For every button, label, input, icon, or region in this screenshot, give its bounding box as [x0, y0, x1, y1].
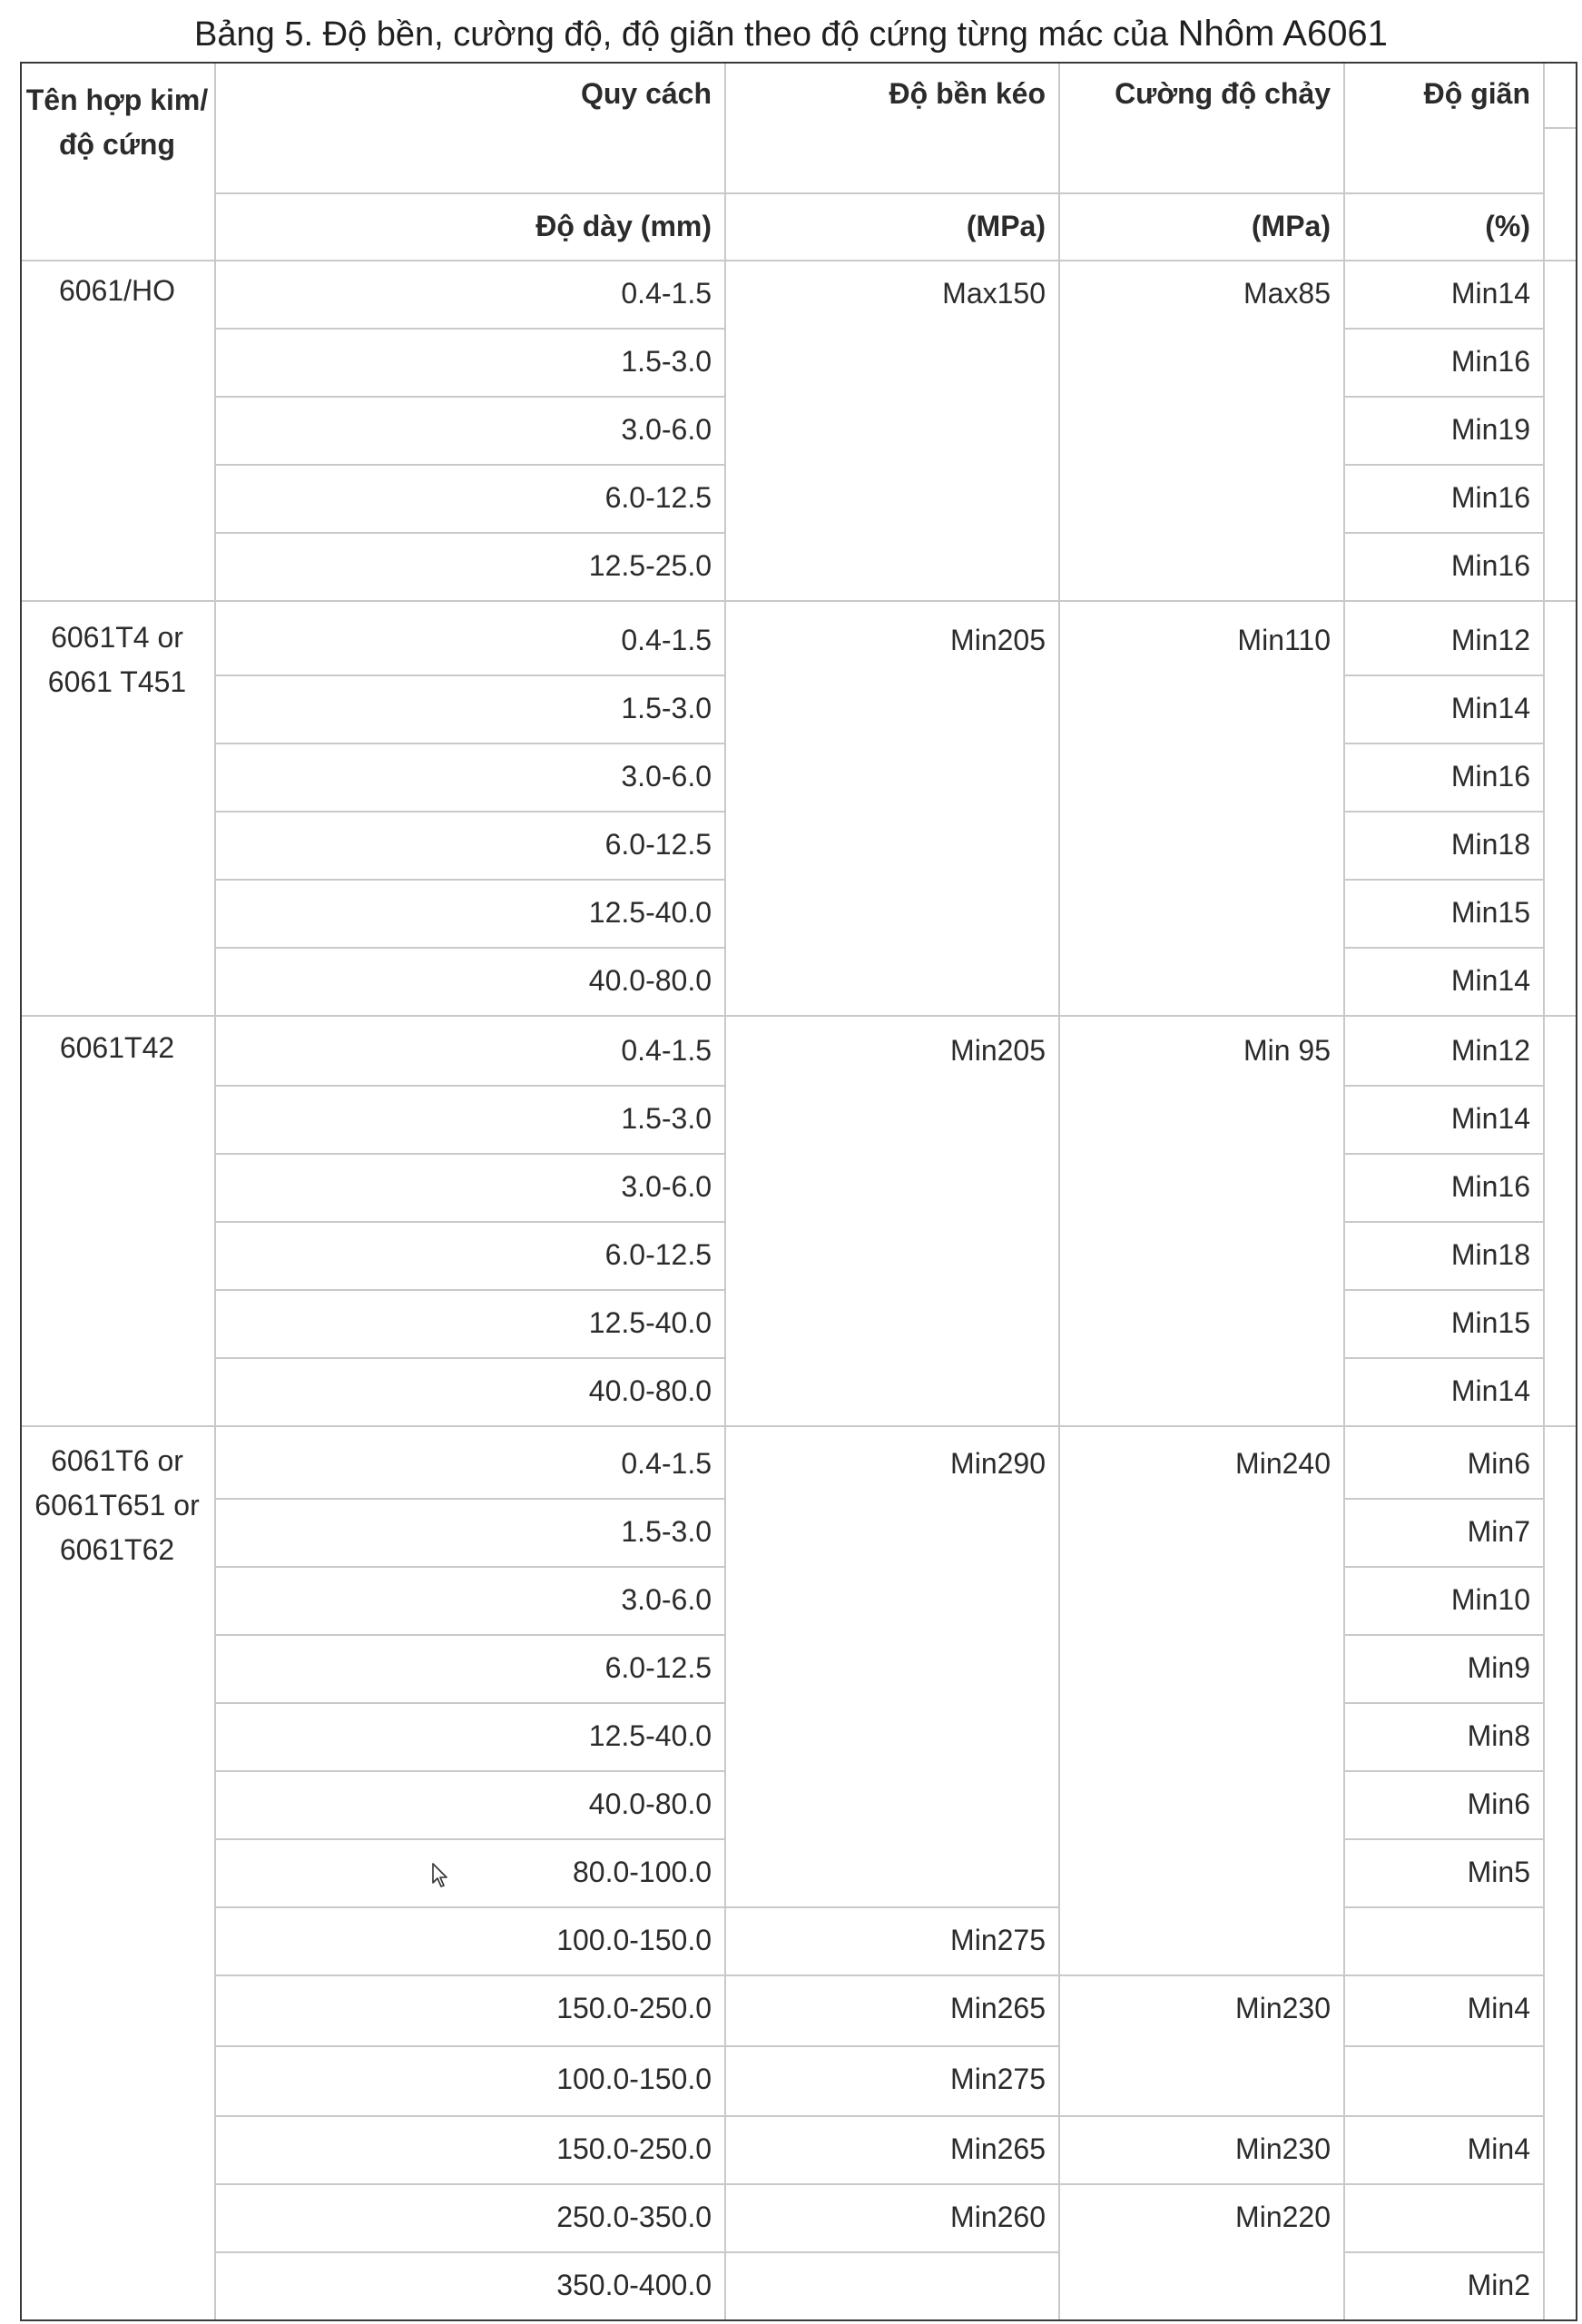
- table-frame-left: [20, 62, 22, 2321]
- elongation-cell: Min4: [1467, 1992, 1530, 2024]
- thickness-cell: 1.5-3.0: [621, 1102, 712, 1135]
- row-divider: [1058, 2115, 1343, 2117]
- yield-cell: [1058, 339, 1343, 384]
- row-divider: [1343, 328, 1543, 330]
- column-line: [1058, 62, 1060, 2321]
- yield-cell: [1058, 2056, 1343, 2102]
- row-divider: [214, 464, 724, 466]
- row-divider: [1343, 1634, 1543, 1636]
- row-divider: [214, 1974, 724, 1976]
- row-divider: [724, 2045, 1058, 2047]
- tensile-cell: Min260: [950, 2201, 1046, 2233]
- table-frame-right: [1576, 62, 1577, 2321]
- elongation-cell: Min6: [1467, 1447, 1530, 1480]
- table-frame-top: [20, 62, 1577, 64]
- thickness-cell: 350.0-400.0: [556, 2269, 712, 2301]
- caption-material: Nhôm A6061: [1177, 14, 1388, 54]
- row-divider: [1343, 396, 1543, 398]
- thickness-cell: 1.5-3.0: [621, 345, 712, 378]
- row-divider: [1343, 1906, 1543, 1908]
- row-divider: [214, 1357, 724, 1359]
- alloy-name: 6061T42: [59, 1031, 175, 1064]
- yield-cell: [1058, 1713, 1343, 1758]
- thickness-cell: 40.0-80.0: [588, 1787, 712, 1820]
- tensile-cell: Min275: [950, 1924, 1046, 1956]
- header-yield-unit: (MPa): [1251, 210, 1331, 242]
- yield-cell: [1058, 407, 1343, 452]
- tensile-cell: Min205: [950, 624, 1046, 656]
- thickness-cell: 12.5-40.0: [588, 896, 712, 929]
- header-elongation-unit: (%): [1485, 210, 1530, 242]
- column-line: [724, 62, 726, 2321]
- row-divider: [214, 328, 724, 330]
- row-divider: [1343, 1498, 1543, 1500]
- tensile-cell: [724, 685, 1058, 731]
- row-divider: [214, 1153, 724, 1155]
- tensile-cell: Max150: [942, 277, 1046, 310]
- yield-cell: Min240: [1235, 1447, 1331, 1480]
- header-yield: Cường độ chảy: [1115, 77, 1331, 110]
- thickness-cell: 80.0-100.0: [572, 1856, 712, 1888]
- elongation-cell: Min4: [1467, 2132, 1530, 2165]
- yield-cell: Min220: [1235, 2201, 1331, 2233]
- row-divider: [724, 1974, 1058, 1976]
- elongation-cell: Min14: [1450, 692, 1530, 724]
- header-tensile-unit: (MPa): [966, 210, 1046, 242]
- thickness-cell: 250.0-350.0: [556, 2201, 712, 2233]
- yield-cell: [1058, 1164, 1343, 1209]
- elongation-cell: Min6: [1467, 1787, 1530, 1820]
- elongation-cell: Min12: [1450, 624, 1530, 656]
- row-divider: [214, 675, 724, 676]
- tensile-cell: Min265: [950, 1992, 1046, 2024]
- yield-cell: [1058, 1368, 1343, 1413]
- tensile-cell: [724, 958, 1058, 1003]
- elongation-cell: Min16: [1450, 549, 1530, 582]
- yield-cell: [1058, 1917, 1343, 1963]
- elongation-cell: Min2: [1467, 2269, 1530, 2301]
- yield-cell: [1058, 543, 1343, 588]
- row-divider: [214, 811, 724, 812]
- row-divider: [1343, 879, 1543, 881]
- tensile-cell: [724, 753, 1058, 799]
- elongation-cell: Min16: [1450, 760, 1530, 793]
- yield-cell: [1058, 1849, 1343, 1895]
- yield-cell: [1058, 1577, 1343, 1622]
- row-divider: [1343, 811, 1543, 812]
- elongation-cell: Min16: [1450, 1170, 1530, 1203]
- thickness-cell: 3.0-6.0: [621, 1583, 712, 1616]
- header-thickness: Độ dày (mm): [536, 210, 712, 242]
- tensile-cell: [724, 1232, 1058, 1277]
- row-divider: [214, 2045, 724, 2047]
- thickness-cell: 1.5-3.0: [621, 1515, 712, 1548]
- tensile-cell: [724, 822, 1058, 867]
- row-divider: [214, 947, 724, 949]
- tensile-cell: [724, 543, 1058, 588]
- thickness-cell: 12.5-40.0: [588, 1719, 712, 1752]
- elongation-cell: Min14: [1450, 1374, 1530, 1407]
- row-divider: [1343, 1770, 1543, 1772]
- thickness-cell: 3.0-6.0: [621, 413, 712, 446]
- row-divider: [214, 532, 724, 534]
- column-line: [214, 62, 216, 2321]
- yield-cell: Min110: [1237, 624, 1331, 656]
- tensile-cell: [724, 1509, 1058, 1554]
- column-line: [1343, 62, 1345, 2321]
- elongation-cell: Min14: [1450, 1102, 1530, 1135]
- thickness-cell: 40.0-80.0: [588, 964, 712, 997]
- elongation-cell: Min10: [1450, 1583, 1530, 1616]
- row-divider: [214, 1498, 724, 1500]
- tensile-cell: Min290: [950, 1447, 1046, 1480]
- yield-cell: Min230: [1235, 1992, 1331, 2024]
- thickness-cell: 6.0-12.5: [604, 828, 712, 861]
- elongation-cell: Min16: [1450, 345, 1530, 378]
- yield-cell: [1058, 822, 1343, 867]
- elongation-cell: Min8: [1467, 1719, 1530, 1752]
- row-divider: [1343, 2183, 1543, 2185]
- row-divider: [1343, 2045, 1543, 2047]
- row-divider: [214, 2251, 724, 2253]
- tensile-cell: [724, 890, 1058, 935]
- tensile-cell: Min265: [950, 2132, 1046, 2165]
- header-tensile: Độ bền kéo: [889, 77, 1046, 110]
- thickness-cell: 150.0-250.0: [556, 2132, 712, 2165]
- alloy-name: 6061/HO: [58, 274, 176, 307]
- row-divider: [724, 2251, 1058, 2253]
- yield-cell: [1058, 1509, 1343, 1554]
- row-divider: [1343, 1085, 1543, 1087]
- row-divider: [724, 2183, 1058, 2185]
- tensile-cell: [724, 1300, 1058, 1345]
- yield-cell: [1058, 890, 1343, 935]
- yield-cell: [1058, 685, 1343, 731]
- extra-col-line: [1543, 127, 1577, 129]
- elongation-cell: Min18: [1450, 1238, 1530, 1271]
- thickness-cell: 12.5-40.0: [588, 1306, 712, 1339]
- thickness-cell: 100.0-150.0: [556, 2063, 712, 2095]
- elongation-cell: Min14: [1450, 964, 1530, 997]
- elongation-cell: Min5: [1467, 1856, 1530, 1888]
- thickness-cell: 1.5-3.0: [621, 692, 712, 724]
- yield-cell: [1058, 958, 1343, 1003]
- row-divider: [1343, 2251, 1543, 2253]
- tensile-cell: [724, 2262, 1058, 2308]
- tensile-cell: [724, 407, 1058, 452]
- header-alloy: Tên hợp kim/độ cứng: [25, 84, 209, 161]
- yield-cell: [1058, 1781, 1343, 1827]
- table-frame-bottom: [20, 2319, 1577, 2321]
- row-divider: [214, 1702, 724, 1704]
- row-divider: [1343, 1838, 1543, 1840]
- tensile-cell: [724, 1368, 1058, 1413]
- yield-cell: [1058, 1096, 1343, 1141]
- row-divider: [1343, 1289, 1543, 1291]
- yield-cell: [1058, 475, 1343, 520]
- row-divider: [214, 1566, 724, 1568]
- row-divider: [214, 2115, 724, 2117]
- alloy-name: 6061T6 or 6061T651 or 6061T62: [34, 1444, 200, 1566]
- row-divider: [1343, 532, 1543, 534]
- row-divider: [724, 2115, 1058, 2117]
- yield-cell: [1058, 2262, 1343, 2308]
- row-divider: [214, 1085, 724, 1087]
- thickness-cell: 0.4-1.5: [621, 277, 712, 310]
- yield-cell: [1058, 1645, 1343, 1690]
- thickness-cell: 0.4-1.5: [621, 624, 712, 656]
- tensile-cell: [724, 1849, 1058, 1895]
- row-divider: [214, 1838, 724, 1840]
- tensile-cell: [724, 1096, 1058, 1141]
- row-divider: [214, 743, 724, 744]
- mouse-pointer-icon: [432, 1863, 448, 1888]
- row-divider: [724, 1906, 1058, 1908]
- thickness-cell: 100.0-150.0: [556, 1924, 712, 1956]
- row-divider: [1058, 2183, 1343, 2185]
- header-spec: Quy cách: [580, 77, 712, 110]
- row-divider: [1343, 2115, 1543, 2117]
- caption-prefix: Bảng 5. Độ bền, cường độ, độ giãn theo độ cứng từng mác của: [194, 15, 1169, 54]
- tensile-cell: [724, 475, 1058, 520]
- row-divider: [214, 1906, 724, 1908]
- row-divider: [1343, 947, 1543, 949]
- elongation-cell: Min14: [1450, 277, 1530, 310]
- tensile-cell: [724, 1645, 1058, 1690]
- row-divider: [1343, 464, 1543, 466]
- yield-cell: Min 95: [1243, 1034, 1331, 1067]
- tensile-cell: [724, 339, 1058, 384]
- thickness-cell: 6.0-12.5: [604, 481, 712, 514]
- thickness-cell: 6.0-12.5: [604, 1651, 712, 1684]
- row-divider: [1343, 743, 1543, 744]
- row-divider: [214, 1634, 724, 1636]
- tensile-cell: [724, 1577, 1058, 1622]
- elongation-cell: [1343, 2194, 1543, 2240]
- yield-cell: [1058, 1232, 1343, 1277]
- tensile-cell: Min205: [950, 1034, 1046, 1067]
- thickness-cell: 0.4-1.5: [621, 1034, 712, 1067]
- row-divider: [1343, 1974, 1543, 1976]
- row-divider: [214, 1770, 724, 1772]
- elongation-cell: Min7: [1467, 1515, 1530, 1548]
- row-divider: [1343, 1357, 1543, 1359]
- row-divider: [214, 1221, 724, 1223]
- elongation-cell: Min9: [1467, 1651, 1530, 1684]
- row-divider: [1058, 1974, 1343, 1976]
- tensile-cell: Min275: [950, 2063, 1046, 2095]
- elongation-cell: [1343, 2056, 1543, 2102]
- row-divider: [214, 1289, 724, 1291]
- elongation-cell: [1343, 1917, 1543, 1963]
- yield-cell: Min230: [1235, 2132, 1331, 2165]
- thickness-cell: 0.4-1.5: [621, 1447, 712, 1480]
- row-divider: [214, 879, 724, 881]
- row-divider: [1343, 1221, 1543, 1223]
- row-divider: [1343, 1702, 1543, 1704]
- tensile-cell: [724, 1164, 1058, 1209]
- tensile-cell: [724, 1713, 1058, 1758]
- thickness-cell: 40.0-80.0: [588, 1374, 712, 1407]
- row-divider: [214, 396, 724, 398]
- header-elongation: Độ giãn: [1423, 77, 1530, 110]
- elongation-cell: Min15: [1450, 1306, 1530, 1339]
- row-divider: [1343, 1153, 1543, 1155]
- thickness-cell: 12.5-25.0: [588, 549, 712, 582]
- thickness-cell: 6.0-12.5: [604, 1238, 712, 1271]
- tensile-cell: [724, 1781, 1058, 1827]
- column-line: [1543, 62, 1545, 2321]
- alloy-name: 6061T4 or 6061 T451: [47, 621, 187, 698]
- thickness-cell: 3.0-6.0: [621, 760, 712, 793]
- thickness-cell: 150.0-250.0: [556, 1992, 712, 2024]
- yield-cell: [1058, 1300, 1343, 1345]
- row-divider: [214, 2183, 724, 2185]
- yield-cell: Max85: [1243, 277, 1331, 310]
- elongation-cell: Min16: [1450, 481, 1530, 514]
- elongation-cell: Min19: [1450, 413, 1530, 446]
- elongation-cell: Min12: [1450, 1034, 1530, 1067]
- elongation-cell: Min18: [1450, 828, 1530, 861]
- elongation-cell: Min15: [1450, 896, 1530, 929]
- row-divider: [1343, 1566, 1543, 1568]
- thickness-cell: 3.0-6.0: [621, 1170, 712, 1203]
- row-divider: [1343, 675, 1543, 676]
- yield-cell: [1058, 753, 1343, 799]
